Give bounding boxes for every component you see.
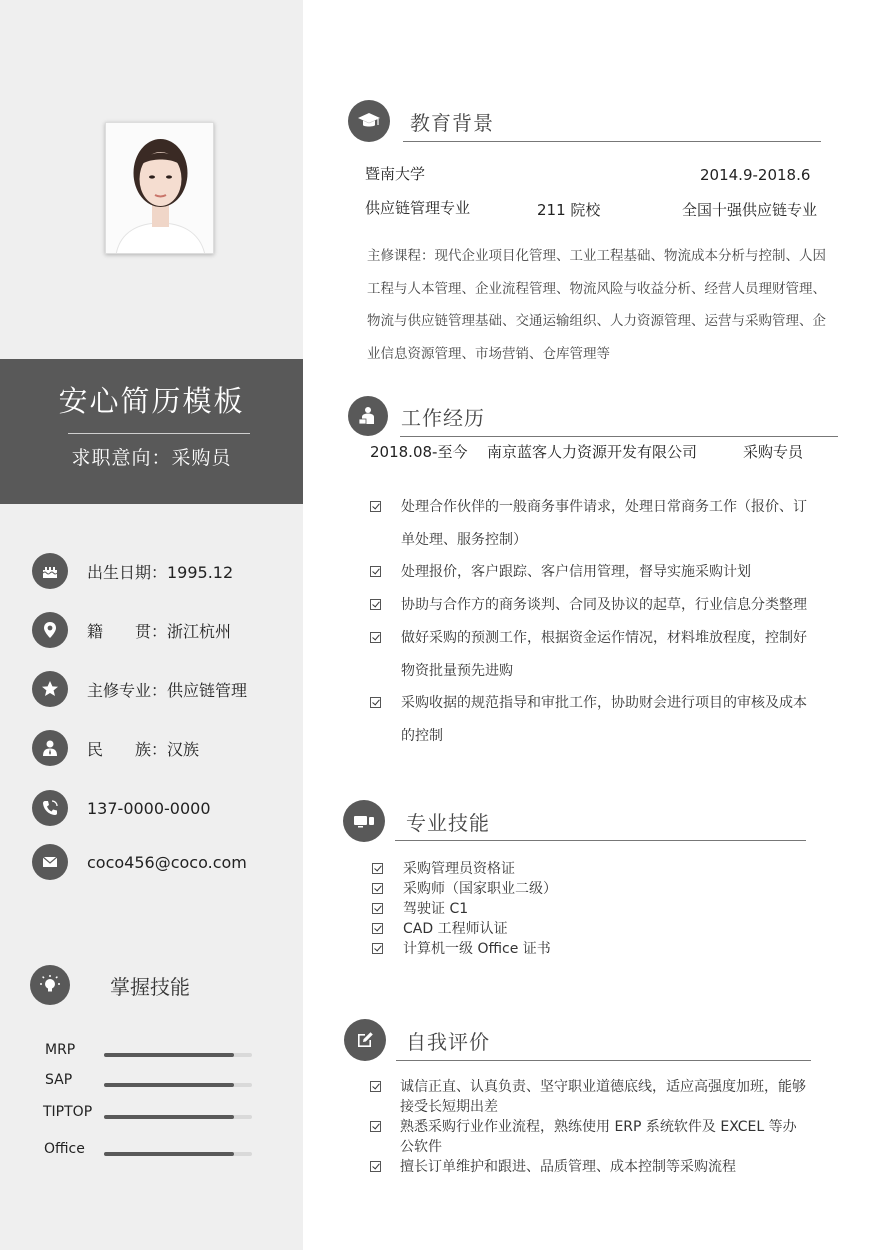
job-target: 求职意向：采购员 [71,447,232,469]
monitor-icon [343,800,385,842]
checkbox-icon [370,1161,381,1172]
resume-title: 安心简历模板 [58,384,245,418]
edit-icon [344,1019,386,1061]
name-band [0,359,303,504]
checkbox-icon [370,599,381,610]
skill-bar-fill [104,1053,234,1057]
list-item [370,1077,810,1117]
skill-row [40,1042,260,1064]
checkbox-icon [372,923,383,934]
checkbox-icon [372,943,383,954]
checkbox-icon [370,1081,381,1092]
cert-text: 采购师（国家职业二级） [403,881,557,897]
skill-label: TIPTOP [43,1104,93,1120]
list-item [370,1157,810,1177]
checkbox-icon [370,697,381,708]
info-ethnicity [32,728,199,768]
person-icon [32,730,68,766]
skill-row [40,1104,260,1126]
skill-label: Office [44,1141,85,1157]
checkbox-icon [370,1121,381,1132]
duty-text: 协助与合作方的商务谈判、合同及协议的起草，行业信息分类整理 [401,597,807,614]
phone-text[interactable]: 137-0000-0000 [87,798,211,818]
lightbulb-icon [30,965,70,1005]
sidebar [0,0,303,1250]
evaluation-header [344,1019,490,1061]
list-item [370,687,810,752]
work-divider [400,436,838,437]
profile-photo [105,122,214,254]
briefcase-person-icon [348,396,388,436]
checkbox-icon [372,863,383,874]
education-divider [403,141,821,142]
birthdate-text: 出生日期：1995.12 [87,562,234,582]
cert-text: CAD 工程师认证 [403,921,508,937]
skill-row [40,1072,260,1094]
skills-header [30,965,190,1005]
info-phone [32,788,211,828]
cake-icon [32,553,68,589]
skill-bar-fill [104,1152,234,1156]
skill-label: MRP [45,1042,76,1058]
major-text: 主修专业：供应链管理 [87,680,248,700]
duty-text: 做好采购的预测工作，根据资金运作情况，材料堆放程度，控制好物资批量预先进购 [401,629,807,679]
certs-title: 专业技能 [406,810,490,835]
work-period: 2018.08-至今 [370,443,468,461]
work-company: 南京蓝客人力资源开发有限公司 [487,443,698,461]
ethnicity-text: 民 族：汉族 [87,739,200,759]
school-tag-211: 211 院校 [537,201,601,219]
star-icon [32,671,68,707]
list-item [372,879,557,899]
certs-header [343,800,490,842]
evaluation-title: 自我评价 [406,1029,490,1054]
skill-bar-track [104,1115,252,1119]
school-name: 暨南大学 [365,165,426,183]
education-header [348,100,494,142]
email-text[interactable]: coco456@coco.com [87,852,247,872]
evaluation-list [370,1077,810,1177]
info-email [32,842,247,882]
skill-bar-track [104,1053,252,1057]
skills-title: 掌握技能 [110,974,190,999]
phone-icon [32,790,68,826]
list-item [372,939,557,959]
work-title: 工作经历 [401,405,485,430]
duty-text: 采购收据的规范指导和审批工作，协助财会进行项目的审核及成本的控制 [401,695,807,744]
cert-text: 驾驶证 C1 [403,901,469,917]
duty-text: 处理合作伙伴的一般商务事件请求，处理日常商务工作（报价、订单处理、服务控制） [401,499,807,548]
cert-text: 计算机一级 Office 证书 [403,941,551,957]
checkbox-icon [370,566,381,577]
list-item [370,556,810,589]
hometown-text: 籍 贯：浙江杭州 [87,621,232,641]
education-major: 供应链管理专业 [365,199,471,217]
skill-bar-fill [104,1115,234,1119]
info-hometown [32,610,231,650]
skill-bar-track [104,1083,252,1087]
skill-bar-fill [104,1083,234,1087]
list-item [370,622,810,687]
duty-text: 处理报价，客户跟踪、客户信用管理，督导实施采购计划 [401,564,751,581]
evaluation-text: 擅长订单维护和跟进、品质管理、成本控制等采购流程 [400,1159,736,1175]
checkbox-icon [372,903,383,914]
evaluation-text: 熟悉采购行业作业流程，熟练使用 ERP 系统软件及 EXCEL 等办公软件 [400,1119,797,1155]
checkbox-icon [370,632,381,643]
list-item [370,491,810,556]
cert-text: 采购管理员资格证 [403,861,515,877]
list-item [370,1117,810,1157]
mail-icon [32,844,68,880]
info-birthdate [32,551,233,591]
list-item [372,919,557,939]
skill-row [40,1141,260,1163]
certs-divider [395,840,806,841]
skill-label: SAP [45,1072,73,1088]
education-title: 教育背景 [410,110,494,135]
title-divider [68,433,250,434]
list-item [372,859,557,879]
certs-list [372,859,557,959]
info-major [32,669,247,709]
courses-text: 主修课程：现代企业项目化管理、工业工程基础、物流成本分析与控制、人因工程与人本管理、企业流程管理、物流风险与收益分析、经营人员理财管理、物流与供应链管理基础、交通运输组织、人力资源管理、运营与采购管理、企业信息资源管理、市场营销、仓库管理等 [367,248,826,362]
skill-bar-track [104,1152,252,1156]
work-duties-list [370,491,810,753]
checkbox-icon [370,501,381,512]
work-header [348,396,485,436]
evaluation-divider [396,1060,811,1061]
graduation-cap-icon [348,100,390,142]
major-tag: 全国十强供应链专业 [682,201,818,219]
work-position: 采购专员 [743,443,804,461]
checkbox-icon [372,883,383,894]
evaluation-text: 诚信正直、认真负责、坚守职业道德底线，适应高强度加班，能够接受长短期出差 [400,1079,806,1115]
list-item [372,899,557,919]
location-pin-icon [32,612,68,648]
list-item [370,589,810,622]
education-period: 2014.9-2018.6 [700,166,811,184]
